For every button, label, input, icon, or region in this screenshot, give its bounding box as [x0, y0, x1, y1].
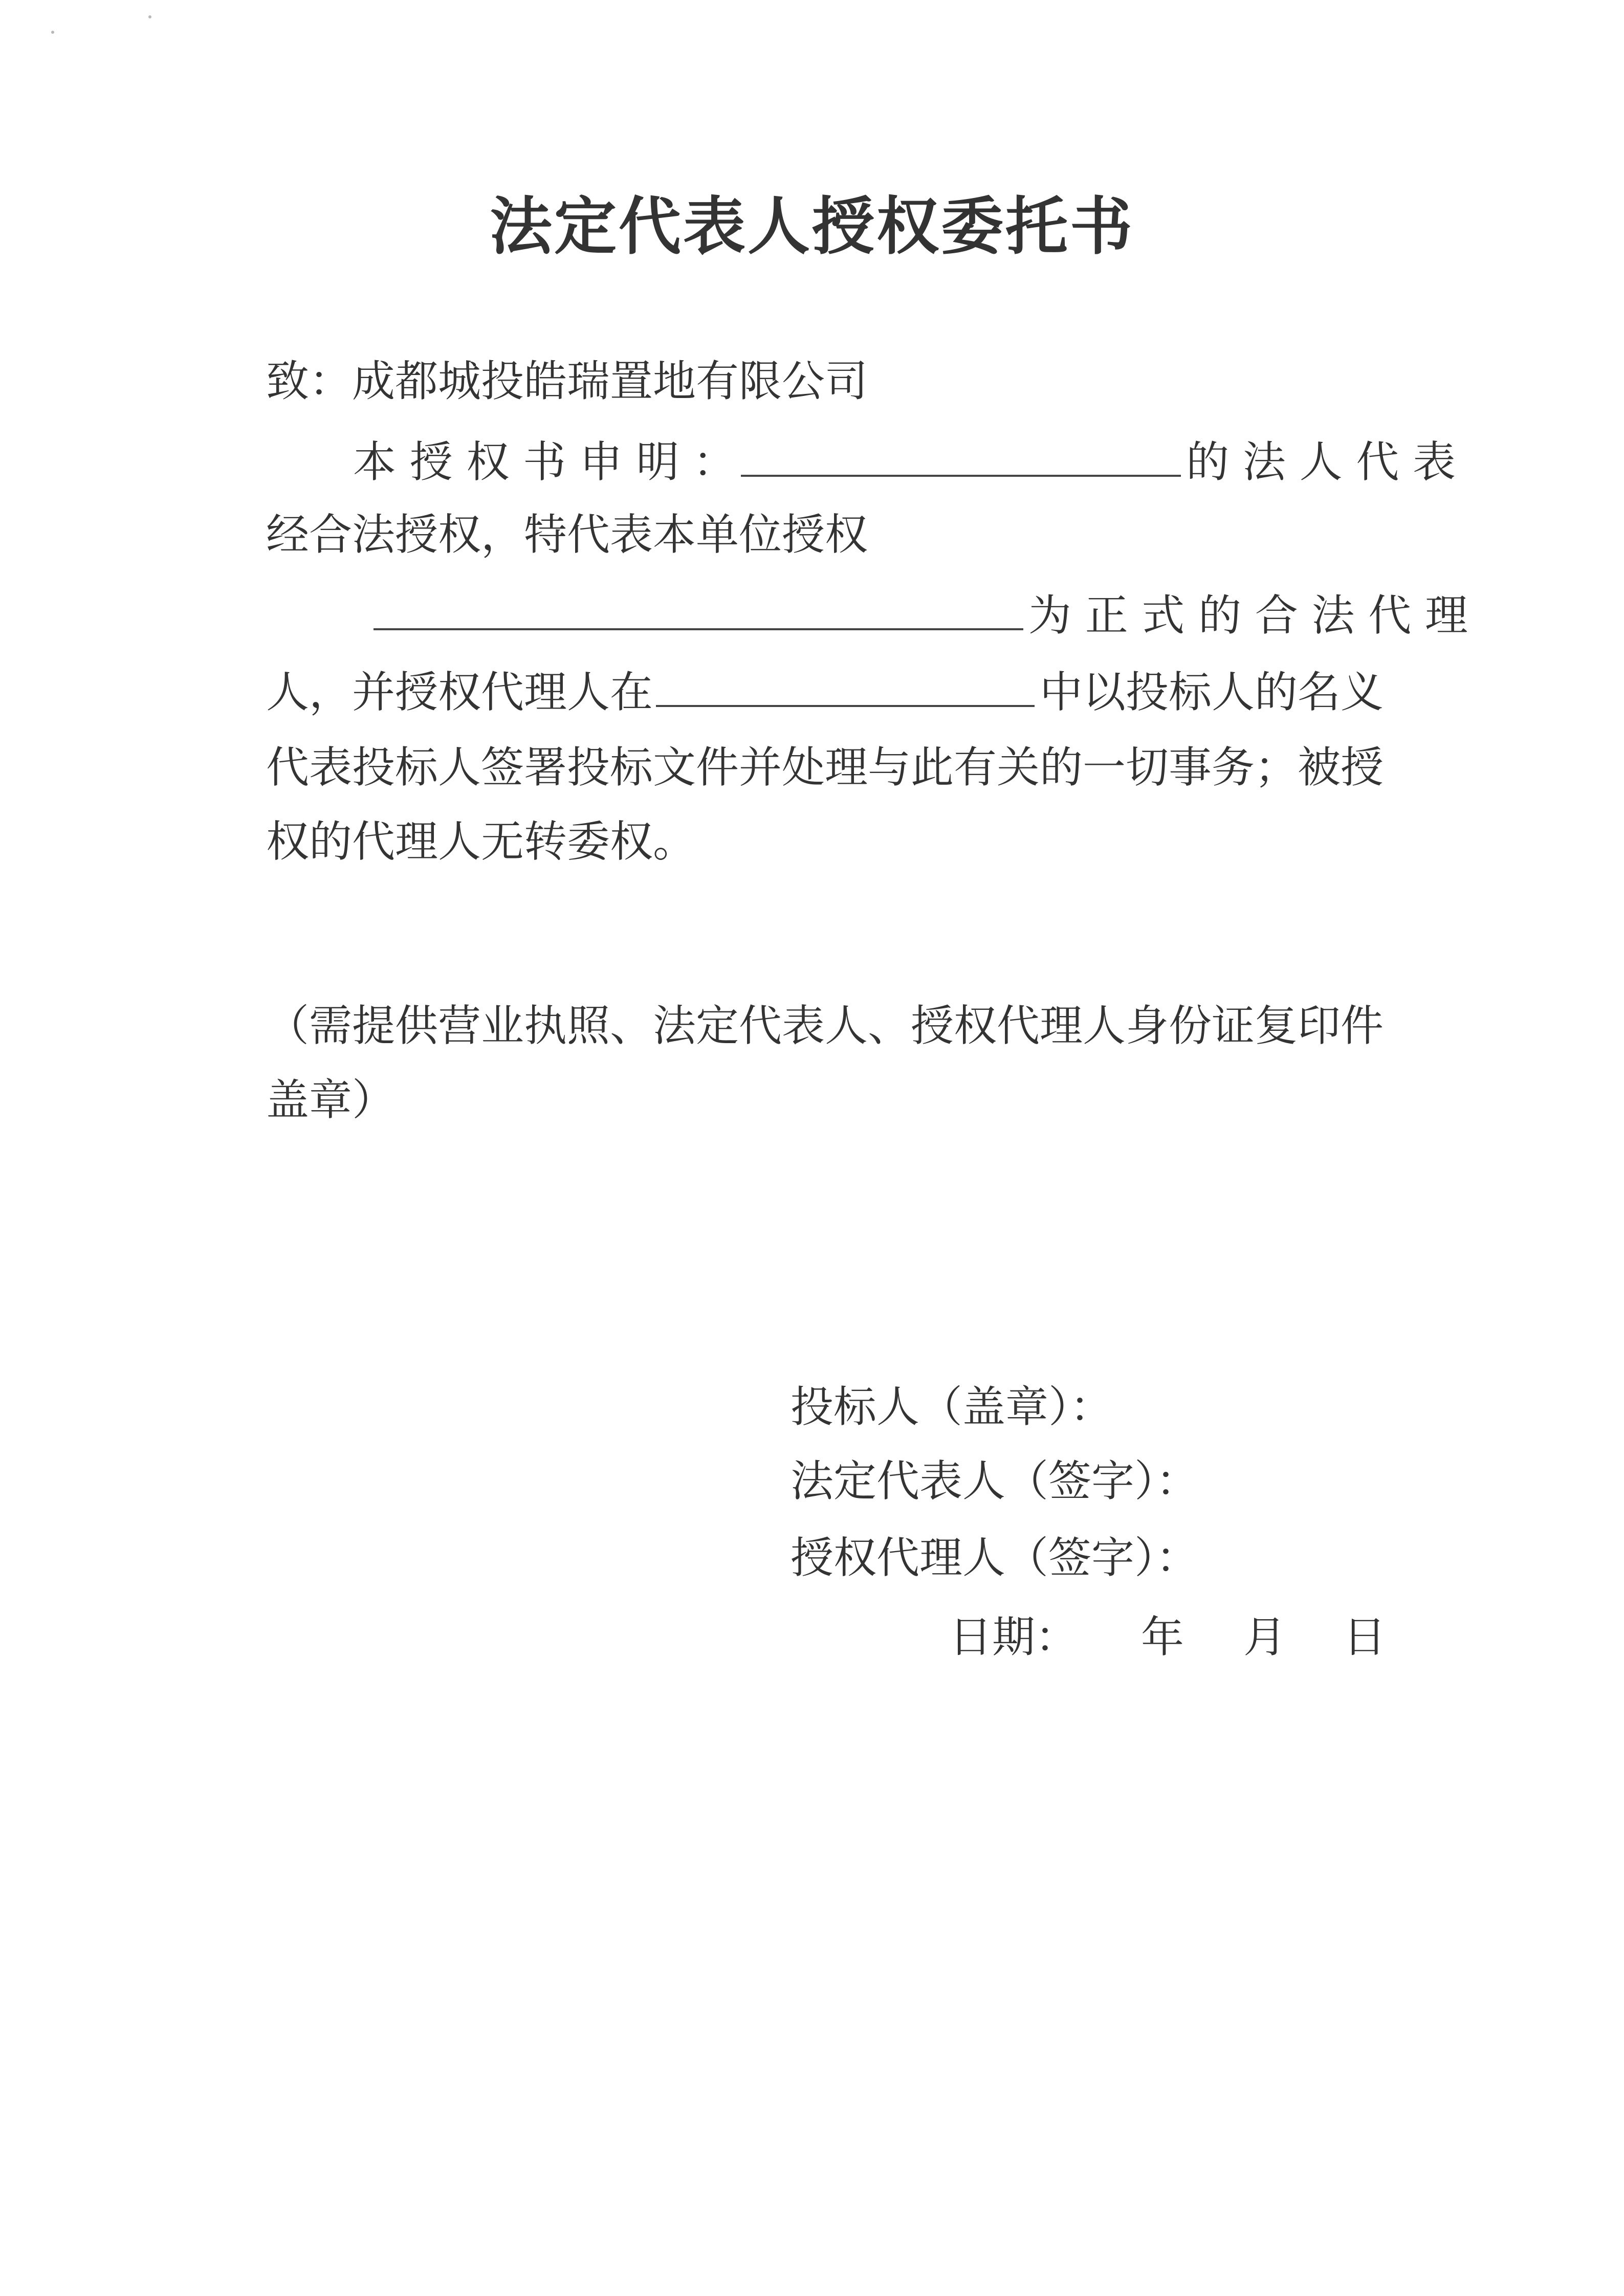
body-line-4-prefix: 人，并授权代理人在 [266, 667, 653, 717]
company-name-blank[interactable] [741, 435, 1181, 477]
date-year-label: 年 [1141, 1612, 1184, 1662]
bidder-seal-label: 投标人（盖章）： [791, 1382, 1113, 1432]
recipient-line: 致：成都城投皓瑞置地有限公司 [266, 356, 868, 406]
project-name-blank[interactable] [656, 665, 1035, 707]
scan-speck [51, 31, 54, 34]
note-line-2: 盖章） [266, 1075, 396, 1125]
date-label: 日期： [949, 1612, 1079, 1662]
body-line-4 [266, 665, 1384, 718]
body-line-4-suffix: 中以投标人的名义 [1040, 667, 1384, 717]
scan-speck [148, 15, 151, 18]
document-title: 法定代表人授权委托书 [490, 189, 1134, 263]
date-day-label: 日 [1343, 1612, 1387, 1662]
body-line-3-suffix: 为 正 式 的 合 法 代 理 [1028, 590, 1468, 641]
legal-rep-signature-label: 法定代表人（签字）： [791, 1456, 1199, 1506]
body-line-1 [353, 435, 1456, 488]
body-line-1-suffix: 的 法 人 代 表 [1186, 437, 1456, 487]
agent-name-blank[interactable] [374, 588, 1023, 630]
body-line-6: 权的代理人无转委权。 [266, 816, 696, 867]
note-line-1: （需提供营业执照、法定代表人、授权代理人身份证复印件 [266, 1001, 1384, 1051]
date-month-label: 月 [1243, 1612, 1287, 1662]
body-line-1-prefix: 本 授 权 书 申 明 ： [353, 437, 736, 487]
body-line-5: 代表投标人签署投标文件并处理与此有关的一切事务；被授 [266, 742, 1384, 792]
body-line-2: 经合法授权，特代表本单位授权 [266, 510, 868, 560]
agent-signature-label: 授权代理人（签字）： [791, 1533, 1199, 1583]
body-line-3 [374, 588, 1468, 641]
